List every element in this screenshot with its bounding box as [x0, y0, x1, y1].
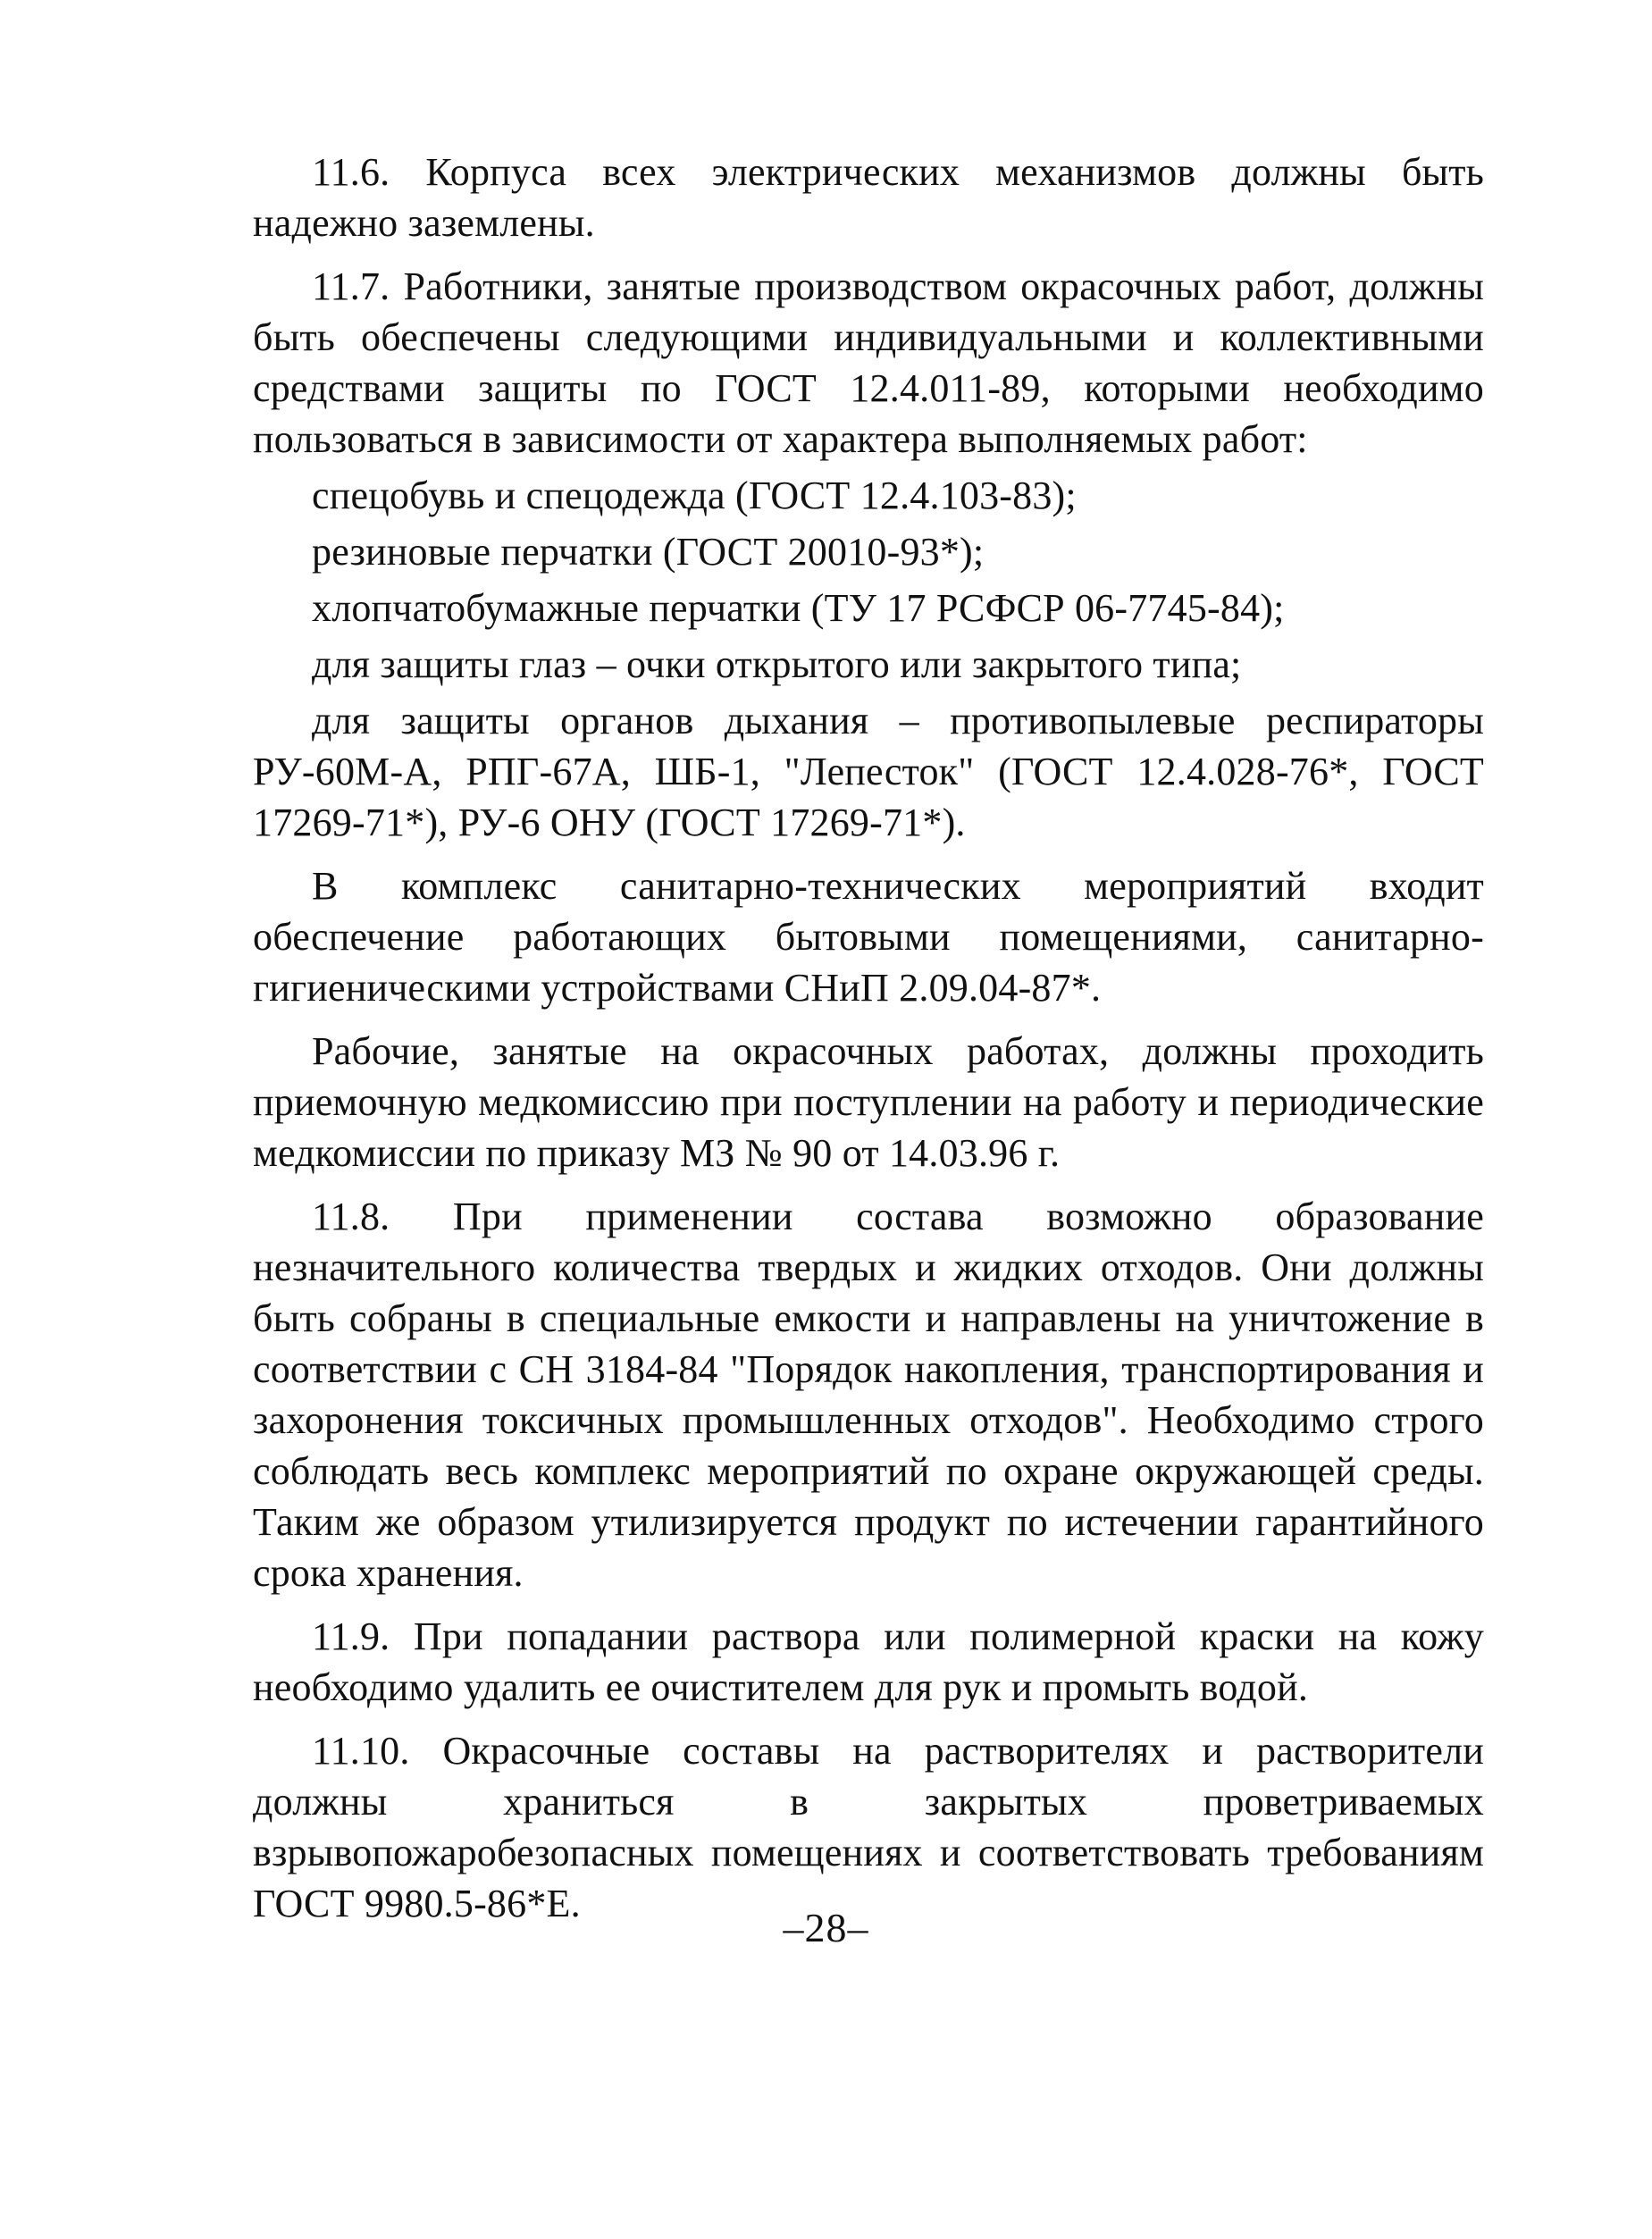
document-body	[253, 147, 1484, 1929]
paragraph-medical: Рабочие, занятые на окрасочных работах, должны проходить приемочную медкомиссию при поступлении на работу и периодические медкомиссии по приказу МЗ № 90 от 14.03.96 г.	[253, 1029, 1484, 1175]
paragraph-11-6: 11.6. Корпуса всех электрических механизмов должны быть надежно заземлены.	[253, 150, 1484, 245]
paragraph-11-10: 11.10. Окрасочные составы на растворителях и растворители должны храниться в закрытых проветриваемых взрывопожаробезопасных помещениях и соответствовать требованиям ГОСТ 9980.5-86*Е.	[253, 1729, 1484, 1925]
list-item-footwear-clothing: спецобувь и спецодежда (ГОСТ 12.4.103-83);	[312, 474, 1077, 517]
paragraph-11-9: 11.9. При попадании раствора или полимерной краски на кожу необходимо удалить ее очистителем для рук и промыть водой.	[253, 1614, 1484, 1709]
list-item-cotton-gloves: хлопчатобумажные перчатки (ТУ 17 РСФСР 06-7745-84);	[312, 586, 1285, 630]
list-item-rubber-gloves: резиновые перчатки (ГОСТ 20010-93*);	[312, 530, 985, 574]
list-item-respiratory-protection: для защиты органов дыхания – противопылевые респираторы РУ-60М-А, РПГ-67А, ШБ-1, "Лепесток" (ГОСТ 12.4.028-76*, ГОСТ 17269-71*), РУ-6 ОНУ (ГОСТ 17269-71*).	[253, 699, 1484, 844]
paragraph-11-8: 11.8. При применении состава возможно образование незначительного количества твердых и жидких отходов. Они должны быть собраны в специальные емкости и направлены на уничтожение в соответствии с СН 3184-84 "Порядок накопления, транспортирования и захоронения токсичных промышленных отходов". Необходимо строго соблюдать весь комплекс мероприятий по охране окружающей среды. Таким же образом утилизируется продукт по истечении гарантийного срока хранения.	[253, 1195, 1484, 1595]
list-item-eye-protection: для защиты глаз – очки открытого или закрытого типа;	[312, 642, 1242, 686]
paragraph-11-7: 11.7. Работники, занятые производством окрасочных работ, должны быть обеспечены следующими индивидуальными и коллективными средствами защиты по ГОСТ 12.4.011-89, которыми необходимо пользоваться в зависимости от характера выполняемых работ:	[253, 264, 1484, 461]
paragraph-sanitary: В комплекс санитарно-технических мероприятий входит обеспечение работающих бытовыми помещениями, санитарно-гигиеническими устройствами СНиП 2.09.04-87*.	[253, 864, 1484, 1010]
page-number: –28–	[783, 1905, 869, 1950]
